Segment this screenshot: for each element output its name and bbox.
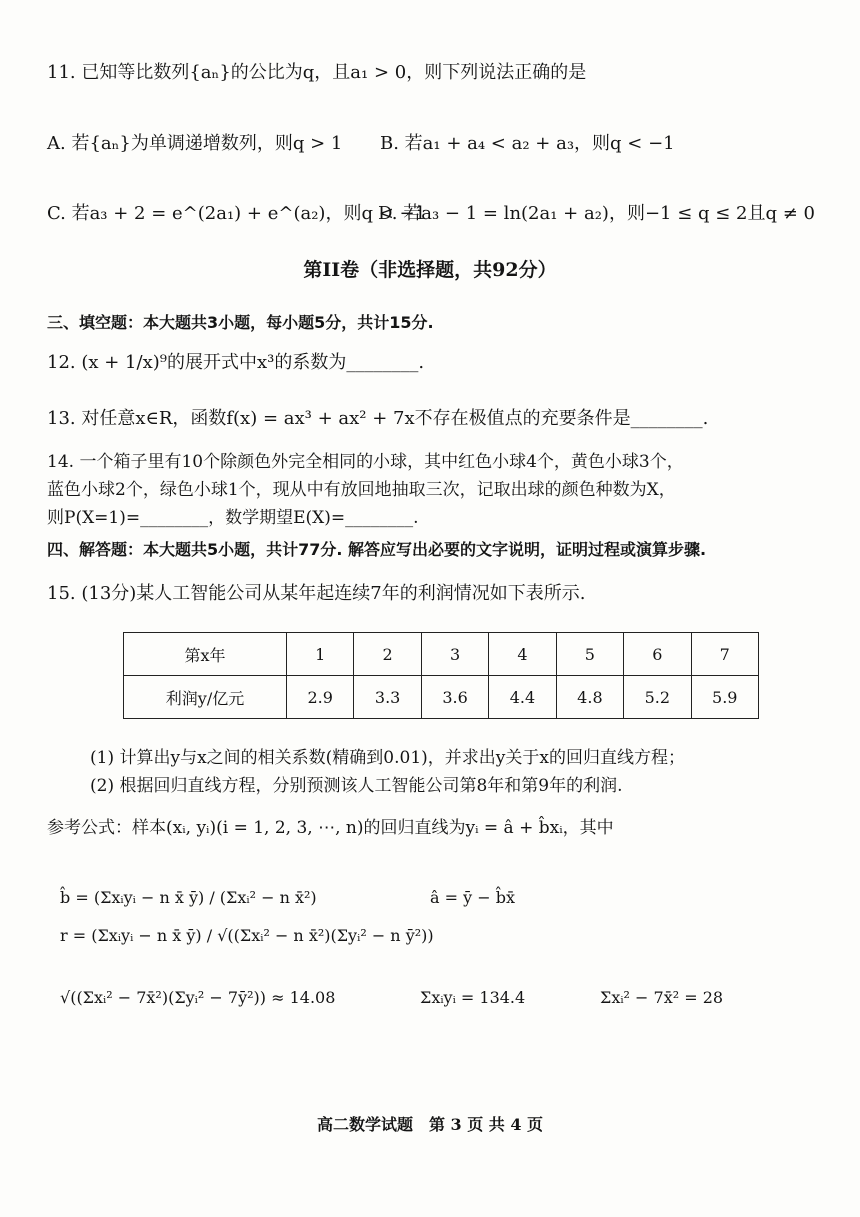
table-cell: 7	[691, 633, 758, 676]
q15-stem: 15. (13分)某人工智能公司从某年起连续7年的利润情况如下表所示.	[47, 583, 586, 604]
table-cell: 5.9	[691, 676, 758, 719]
table-cell: 4.4	[489, 676, 556, 719]
q14-line3: 则P(X=1)=________，数学期望E(X)=________.	[47, 508, 419, 528]
table-cell: 1	[287, 633, 354, 676]
profit-table	[123, 632, 759, 719]
table-row	[124, 633, 759, 676]
table-cell: 5.2	[624, 676, 691, 719]
table-cell: 3	[421, 633, 488, 676]
table-cell: 4.8	[556, 676, 623, 719]
table-cell: 2.9	[287, 676, 354, 719]
q11-option-a: A. 若{aₙ}为单调递增数列，则q > 1	[47, 133, 343, 154]
q11-option-c: C. 若a₃ + 2 = e^(2a₁) + e^(a₂)，则q < −1	[47, 203, 427, 224]
formula-b-hat: b̂ = (Σxᵢyᵢ − n x̄ ȳ) / (Σxᵢ² − n x̄²)	[60, 888, 317, 907]
q12: 12. (x + 1/x)⁹的展开式中x³的系数为________.	[47, 352, 425, 373]
q15-part2: (2) 根据回归直线方程，分别预测该人工智能公司第8年和第9年的利润.	[90, 776, 623, 796]
reference-formula-intro: 参考公式：样本(xᵢ, yᵢ)(i = 1, 2, 3, ⋯, n)的回归直线为yᵢ = â + b̂xᵢ，其中	[47, 818, 614, 838]
formula-a-hat: â = ȳ − b̂x̄	[430, 888, 515, 907]
section3-heading: 三、填空题：本大题共3小题，每小题5分，共计15分.	[47, 313, 434, 332]
table-cell: 3.6	[421, 676, 488, 719]
table-cell: 5	[556, 633, 623, 676]
q15-part1: (1) 计算出y与x之间的相关系数(精确到0.01)，并求出y关于x的回归直线方程；	[90, 748, 685, 768]
given-sum-x2: Σxᵢ² − 7x̄² = 28	[600, 988, 724, 1007]
table-cell: 6	[624, 633, 691, 676]
table-cell: 2	[354, 633, 421, 676]
q11-option-b: B. 若a₁ + a₄ < a₂ + a₃，则q < −1	[380, 133, 675, 154]
table-header-year: 第x年	[124, 633, 287, 676]
table-row	[124, 676, 759, 719]
given-sqrt-value: √((Σxᵢ² − 7x̄²)(Σyᵢ² − 7ȳ²)) ≈ 14.08	[60, 988, 336, 1007]
formula-r: r = (Σxᵢyᵢ − n x̄ ȳ) / √((Σxᵢ² − n x̄²)(Σyᵢ² − n ȳ²))	[60, 926, 434, 945]
q14-line2: 蓝色小球2个，绿色小球1个，现从中有放回地抽取三次，记取出球的颜色种数为X，	[47, 480, 676, 500]
section4-heading: 四、解答题：本大题共5小题，共计77分. 解答应写出必要的文字说明，证明过程或演算步骤.	[47, 540, 707, 559]
part2-title: 第II卷（非选择题，共92分）	[303, 259, 557, 281]
page-footer: 高二数学试题 第 3 页 共 4 页	[316, 1115, 544, 1134]
q14-line1: 14. 一个箱子里有10个除颜色外完全相同的小球，其中红色小球4个，黄色小球3个，	[47, 452, 684, 472]
q11-option-d: D. 若a₃ − 1 = ln(2a₁ + a₂)，则−1 ≤ q ≤ 2且q ≠ 0	[378, 203, 816, 224]
table-cell: 4	[489, 633, 556, 676]
q13: 13. 对任意x∈R，函数f(x) = ax³ + ax² + 7x不存在极值点的充要条件是________.	[47, 408, 709, 429]
q11-stem: 11. 已知等比数列{aₙ}的公比为q，且a₁ > 0，则下列说法正确的是	[47, 62, 587, 83]
table-header-profit: 利润y/亿元	[124, 676, 287, 719]
table-cell: 3.3	[354, 676, 421, 719]
given-sum-xy: Σxᵢyᵢ = 134.4	[420, 988, 526, 1007]
